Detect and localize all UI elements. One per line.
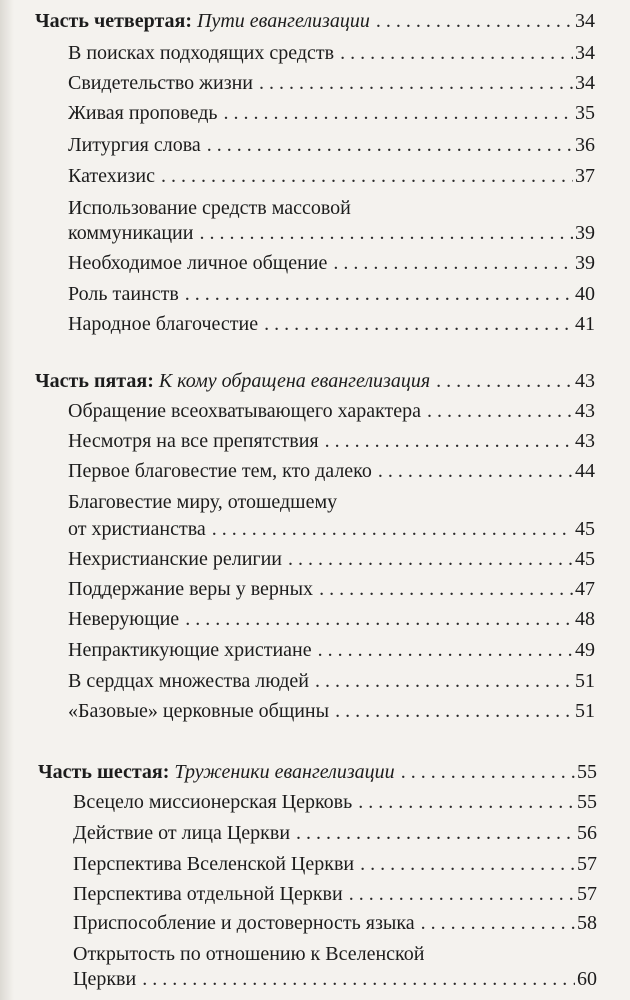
leader-dots [358,789,575,815]
entry-title: Действие от лица Церкви [73,822,291,844]
leader-dots [325,428,573,454]
leader-dots [360,851,575,877]
page-number: 55 [577,791,597,813]
part-4-heading [35,8,595,34]
page-number: 58 [577,912,597,934]
page-number: 56 [577,822,597,844]
entry-title-line-1: Открытость по отношению к Вселенской [73,943,425,965]
toc-entry [68,70,595,96]
page-number: 51 [575,700,595,722]
entry-title: Перспектива Вселенской Церкви [73,853,355,875]
leader-dots [161,163,573,189]
leader-dots [224,100,573,126]
leader-dots [296,820,575,846]
page-number: 55 [577,761,597,783]
toc-entry [68,637,595,663]
leader-dots [315,668,573,694]
toc-entry [68,281,595,307]
page-number: 34 [575,42,595,64]
part-5-heading [35,368,595,394]
entry-title: от христианства [68,518,206,540]
entry-title: коммуникации [68,222,194,244]
toc-entry [68,668,595,694]
page-number: 35 [575,102,595,124]
leader-dots [259,70,573,96]
page-number: 43 [575,370,595,392]
entry-title: Необходимое личное общение [68,252,328,274]
entry-title: Обращение всеохватывающего характера [68,400,422,422]
leader-dots [288,546,573,572]
toc-entry [68,516,595,542]
toc-entry [68,546,595,572]
entry-title: Живая проповедь [68,102,218,124]
toc-entry [68,100,595,126]
entry-title: В сердцах множества людей [68,670,309,692]
entry-title: Непрактикующие христиане [68,639,312,661]
leader-dots [436,368,573,394]
part-label: Часть пятая: [35,370,154,392]
entry-title: Роль таинств [68,283,179,305]
leader-dots [319,576,573,602]
toc-entry [68,132,595,158]
toc-entry [68,398,595,424]
toc-entry [73,820,597,846]
toc-entry [73,881,597,907]
toc-entry [68,40,595,66]
toc-entry [73,851,597,877]
entry-title: В поисках подходящих средств [68,42,335,64]
leader-dots [340,40,573,66]
part-subtitle: Пути евангелизации [197,10,370,32]
leader-dots [207,132,573,158]
entry-title: Неверующие [68,608,180,630]
page-number: 43 [575,430,595,452]
page-number: 40 [575,283,595,305]
page-number: 39 [575,222,595,244]
entry-title: Несмотря на все препятствия [68,430,319,452]
entry-title-line-1: Благовестие миру, отошедшему [68,491,338,513]
leader-dots [335,698,573,724]
leader-dots [401,759,575,785]
toc-entry [68,698,595,724]
entry-title: Церкви [73,968,137,990]
entry-title: Приспособление и достоверность языка [73,912,415,934]
toc-entry [68,458,595,484]
entry-title-line-1: Использование средств массовой [68,197,351,219]
page-number: 57 [577,853,597,875]
toc-entry [68,576,595,602]
entry-title: Катехизис [68,165,155,187]
page-number: 48 [575,608,595,630]
toc-entry [73,789,597,815]
part-6-heading [38,759,597,785]
leader-dots [376,8,573,34]
leader-dots [199,220,573,246]
leader-dots [142,966,575,992]
toc-entry [68,250,595,276]
toc-entry [73,966,597,992]
leader-dots [212,516,573,542]
part-label: Часть шестая: [38,761,170,783]
page-number: 45 [575,548,595,570]
page-number: 60 [577,968,597,990]
leader-dots [264,311,573,337]
leader-dots [318,637,573,663]
leader-dots [427,398,573,424]
leader-dots [185,281,573,307]
page-number: 43 [575,400,595,422]
toc-entry [68,220,595,246]
page-number: 47 [575,578,595,600]
part-subtitle: Труженики евангелизации [174,761,395,783]
leader-dots [349,881,575,907]
entry-title: «Базовые» церковные общины [68,700,330,722]
leader-dots [421,910,575,936]
page-number: 44 [575,460,595,482]
page-number: 45 [575,518,595,540]
page-number: 57 [577,883,597,905]
leader-dots [333,250,573,276]
entry-title: Нехристианские религии [68,548,283,570]
entry-title: Литургия слова [68,134,201,156]
page-edge-shadow [0,0,14,1000]
page-number: 41 [575,313,595,335]
page-number: 51 [575,670,595,692]
toc-entry [73,910,597,936]
page-number: 34 [575,10,595,32]
toc-entry [68,428,595,454]
page-number: 34 [575,72,595,94]
entry-title: Первое благовестие тем, кто далеко [68,460,372,482]
toc-entry [68,606,595,632]
page-number: 49 [575,639,595,661]
page-number: 36 [575,134,595,156]
part-subtitle: К кому обращена евангелизация [158,370,431,392]
entry-title: Поддержание веры у верных [68,578,314,600]
page-number: 37 [575,165,595,187]
entry-title: Свидетельство жизни [68,72,254,94]
toc-entry [68,163,595,189]
leader-dots [378,458,573,484]
part-label: Часть четвертая: [35,10,193,32]
entry-title: Перспектива отдельной Церкви [73,883,343,905]
page-number: 39 [575,252,595,274]
leader-dots [185,606,573,632]
entry-title: Народное благочестие [68,313,259,335]
toc-entry [68,311,595,337]
entry-title: Всецело миссионерская Церковь [73,791,353,813]
